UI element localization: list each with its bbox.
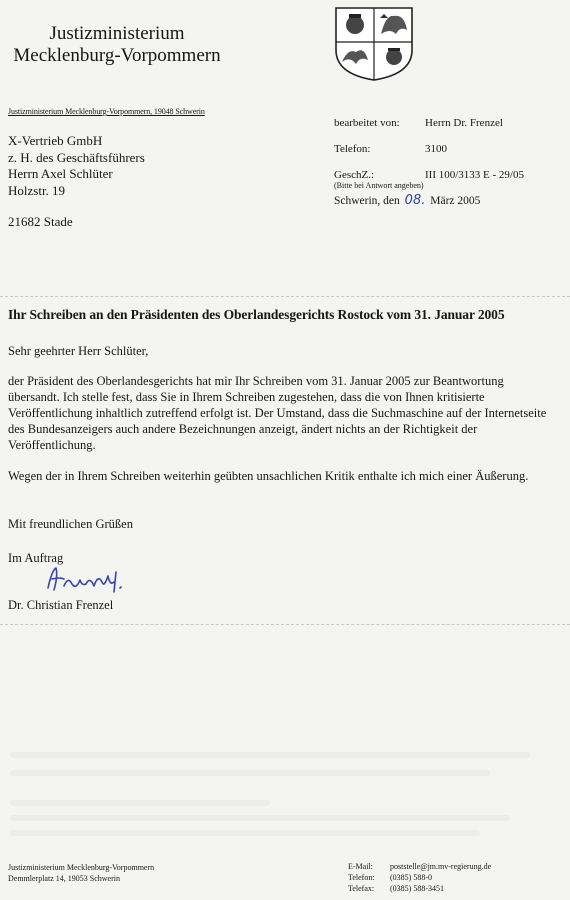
recipient-address [8, 133, 145, 199]
footer-email-label: E-Mail: [348, 862, 373, 871]
signatory-name: Dr. Christian Frenzel [8, 598, 114, 612]
recipient-city: 21682 Stade [8, 214, 73, 229]
footer-phone-label: Telefon: [348, 873, 375, 882]
letter-subject: Ihr Schreiben an den Präsidenten des Oberlandesgerichts Rostock vom 31. Januar 2005 [8, 307, 505, 322]
scan-artifact [10, 830, 480, 836]
footer-street: Demmlerplatz 14, 19053 Schwerin [8, 874, 120, 883]
scan-artifact [10, 800, 270, 806]
date-month-year: März 2005 [430, 195, 481, 207]
phone-label: Telefon: [334, 143, 371, 155]
footer-org: Justizministerium Mecklenburg-Vorpommern [8, 863, 155, 872]
on-behalf: Im Auftrag [8, 551, 64, 565]
scan-artifact [10, 752, 530, 758]
ministry-name-line2: Mecklenburg-Vorpommern [13, 45, 221, 66]
handled-by-label: bearbeitet von: [334, 117, 400, 129]
reference-value: III 100/3133 E - 29/05 [425, 169, 524, 181]
fold-line [0, 296, 570, 297]
paragraph-1-text: der Präsident des Oberlandesgerichts hat mir Ihr Schreiben vom 31. Januar 2005 zur Beantwortung übersandt. Ich stelle fest, dass Sie in Ihrem Schreiben zugestehen, dass die von Ihnen kritisierte Veröffentlichung inhaltlich zutreffend erfolgt ist. Der Umstand, dass die Suchmaschine auf der Internetseite des Bundesanzeigers auch andere Bezeichnungen anzeigt, ändert nichts an der Richtigkeit der Veröffentlichung. [8, 374, 547, 452]
reference-note: (Bitte bei Antwort angeben) [334, 181, 424, 190]
date-line [334, 193, 480, 208]
recipient-street: Holzstr. 19 [8, 182, 66, 198]
paragraph-2 [8, 468, 548, 484]
footer-address [8, 862, 154, 884]
paragraph-1 [8, 373, 548, 453]
handwritten-signature [42, 562, 152, 598]
ministry-name [12, 23, 222, 67]
handled-by-value: Herrn Dr. Frenzel [425, 117, 503, 129]
footer-email-value: poststelle@jm.mv-regierung.de [390, 862, 492, 871]
footer-contact-values [390, 861, 491, 894]
reference-label: GeschZ.: [334, 169, 375, 181]
footer-fax-label: Telefax: [348, 884, 375, 893]
recipient-attention: z. H. des Geschäftsführers [8, 149, 145, 165]
fold-line [0, 624, 570, 625]
footer-fax-value: (0385) 588-3451 [390, 884, 444, 893]
scan-artifact [10, 770, 490, 776]
ministry-name-line1: Justizministerium [49, 23, 185, 44]
date-day-handwritten: 08. [404, 193, 426, 208]
salutation: Sehr geehrter Herr Schlüter, [8, 344, 149, 358]
footer-phone-value: (0385) 588-0 [390, 873, 432, 882]
recipient-company: X-Vertrieb GmbH [8, 133, 103, 148]
phone-value: 3100 [425, 143, 447, 155]
scan-artifact [10, 815, 510, 821]
paragraph-2-text: Wegen der in Ihrem Schreiben weiterhin geübten unsachlichen Kritik enthalte ich mich einer Äußerung. [8, 469, 529, 483]
date-prefix: Schwerin, den [334, 195, 400, 207]
footer-contact-labels [348, 861, 375, 894]
return-address-line: Justizministerium Mecklenburg-Vorpommern, 19048 Schwerin [8, 107, 205, 116]
recipient-name: Herrn Axel Schlüter [8, 166, 113, 181]
closing: Mit freundlichen Grüßen [8, 517, 133, 531]
coat-of-arms-icon [334, 6, 414, 82]
